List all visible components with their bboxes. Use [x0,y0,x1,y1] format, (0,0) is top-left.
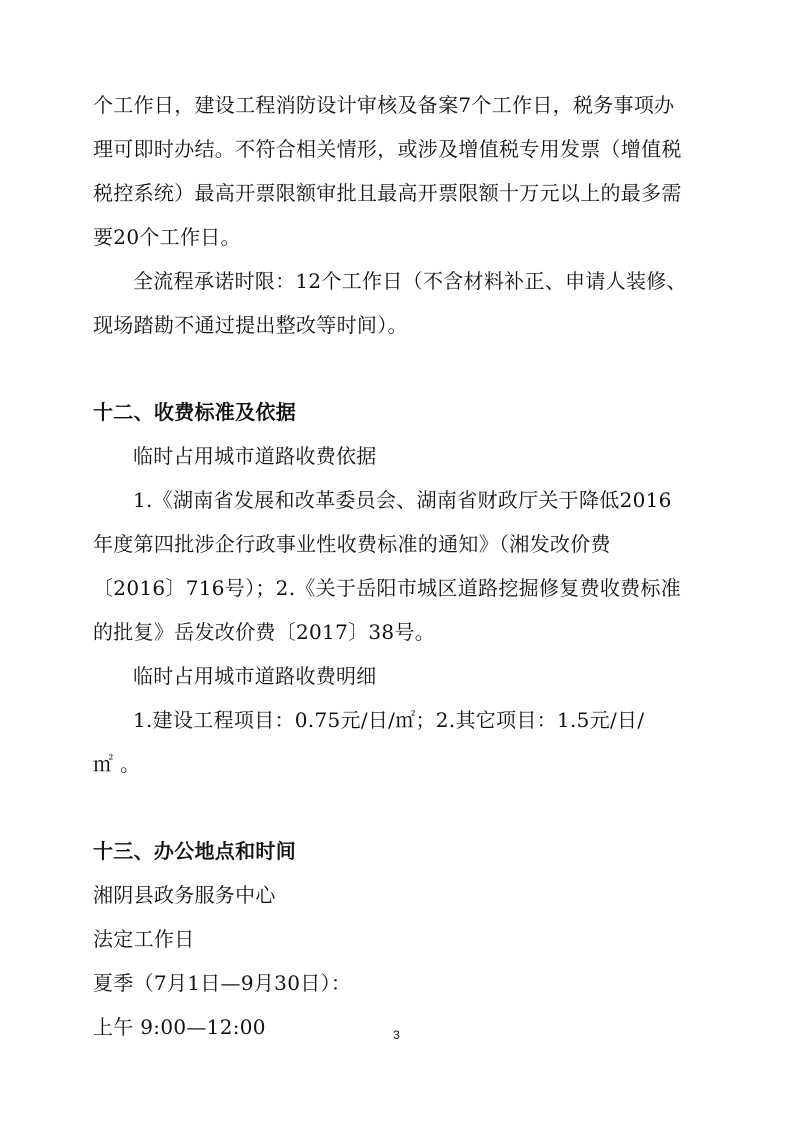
fee-basis-line: 1.《湖南省发展和改革委员会、湖南省财政厅关于降低2016 [133,488,672,512]
body-text-line: 全流程承诺时限：12个工作日（不含材料补正、申请人装修、 [133,269,687,293]
fee-basis-line: 的批复》岳发改价费〔2017〕38号。 [93,620,436,644]
section-13-heading: 十三、办公地点和时间 [93,839,296,863]
body-text-line: 要20个工作日。 [93,225,241,249]
fee-basis-subheading: 临时占用城市道路收费依据 [133,444,377,468]
body-text-line: 税控系统）最高开票限额审批且最高开票限额十万元以上的最多需 [93,181,682,205]
summer-schedule: 夏季（7月1日—9月30日）： [93,971,352,995]
fee-detail-line: 1.建设工程项目：0.75元/日/㎡；2.其它项目：1.5元/日/ [133,708,645,732]
section-12-heading: 十二、收费标准及依据 [93,400,296,424]
page-number: 3 [393,1028,400,1042]
morning-hours: 上午 9:00—12:00 [93,1015,266,1039]
office-location: 湘阴县政务服务中心 [93,883,276,907]
fee-detail-line: ㎡ 。 [93,752,141,776]
body-text-line: 个工作日，建设工程消防设计审核及备案7个工作日，税务事项办 [93,93,675,117]
fee-basis-line: 年度第四批涉企行政事业性收费标准的通知》（湘发改价费 [93,532,611,556]
body-text-line: 现场踏勘不通过提出整改等时间）。 [93,313,408,337]
workday-label: 法定工作日 [93,927,195,951]
body-text-line: 理可即时办结。不符合相关情形，或涉及增值税专用发票（增值税 [93,137,682,161]
fee-basis-line: 〔2016〕716号）；2.《关于岳阳市城区道路挖掘修复费收费标准 [93,576,682,600]
fee-detail-subheading: 临时占用城市道路收费明细 [133,664,377,688]
